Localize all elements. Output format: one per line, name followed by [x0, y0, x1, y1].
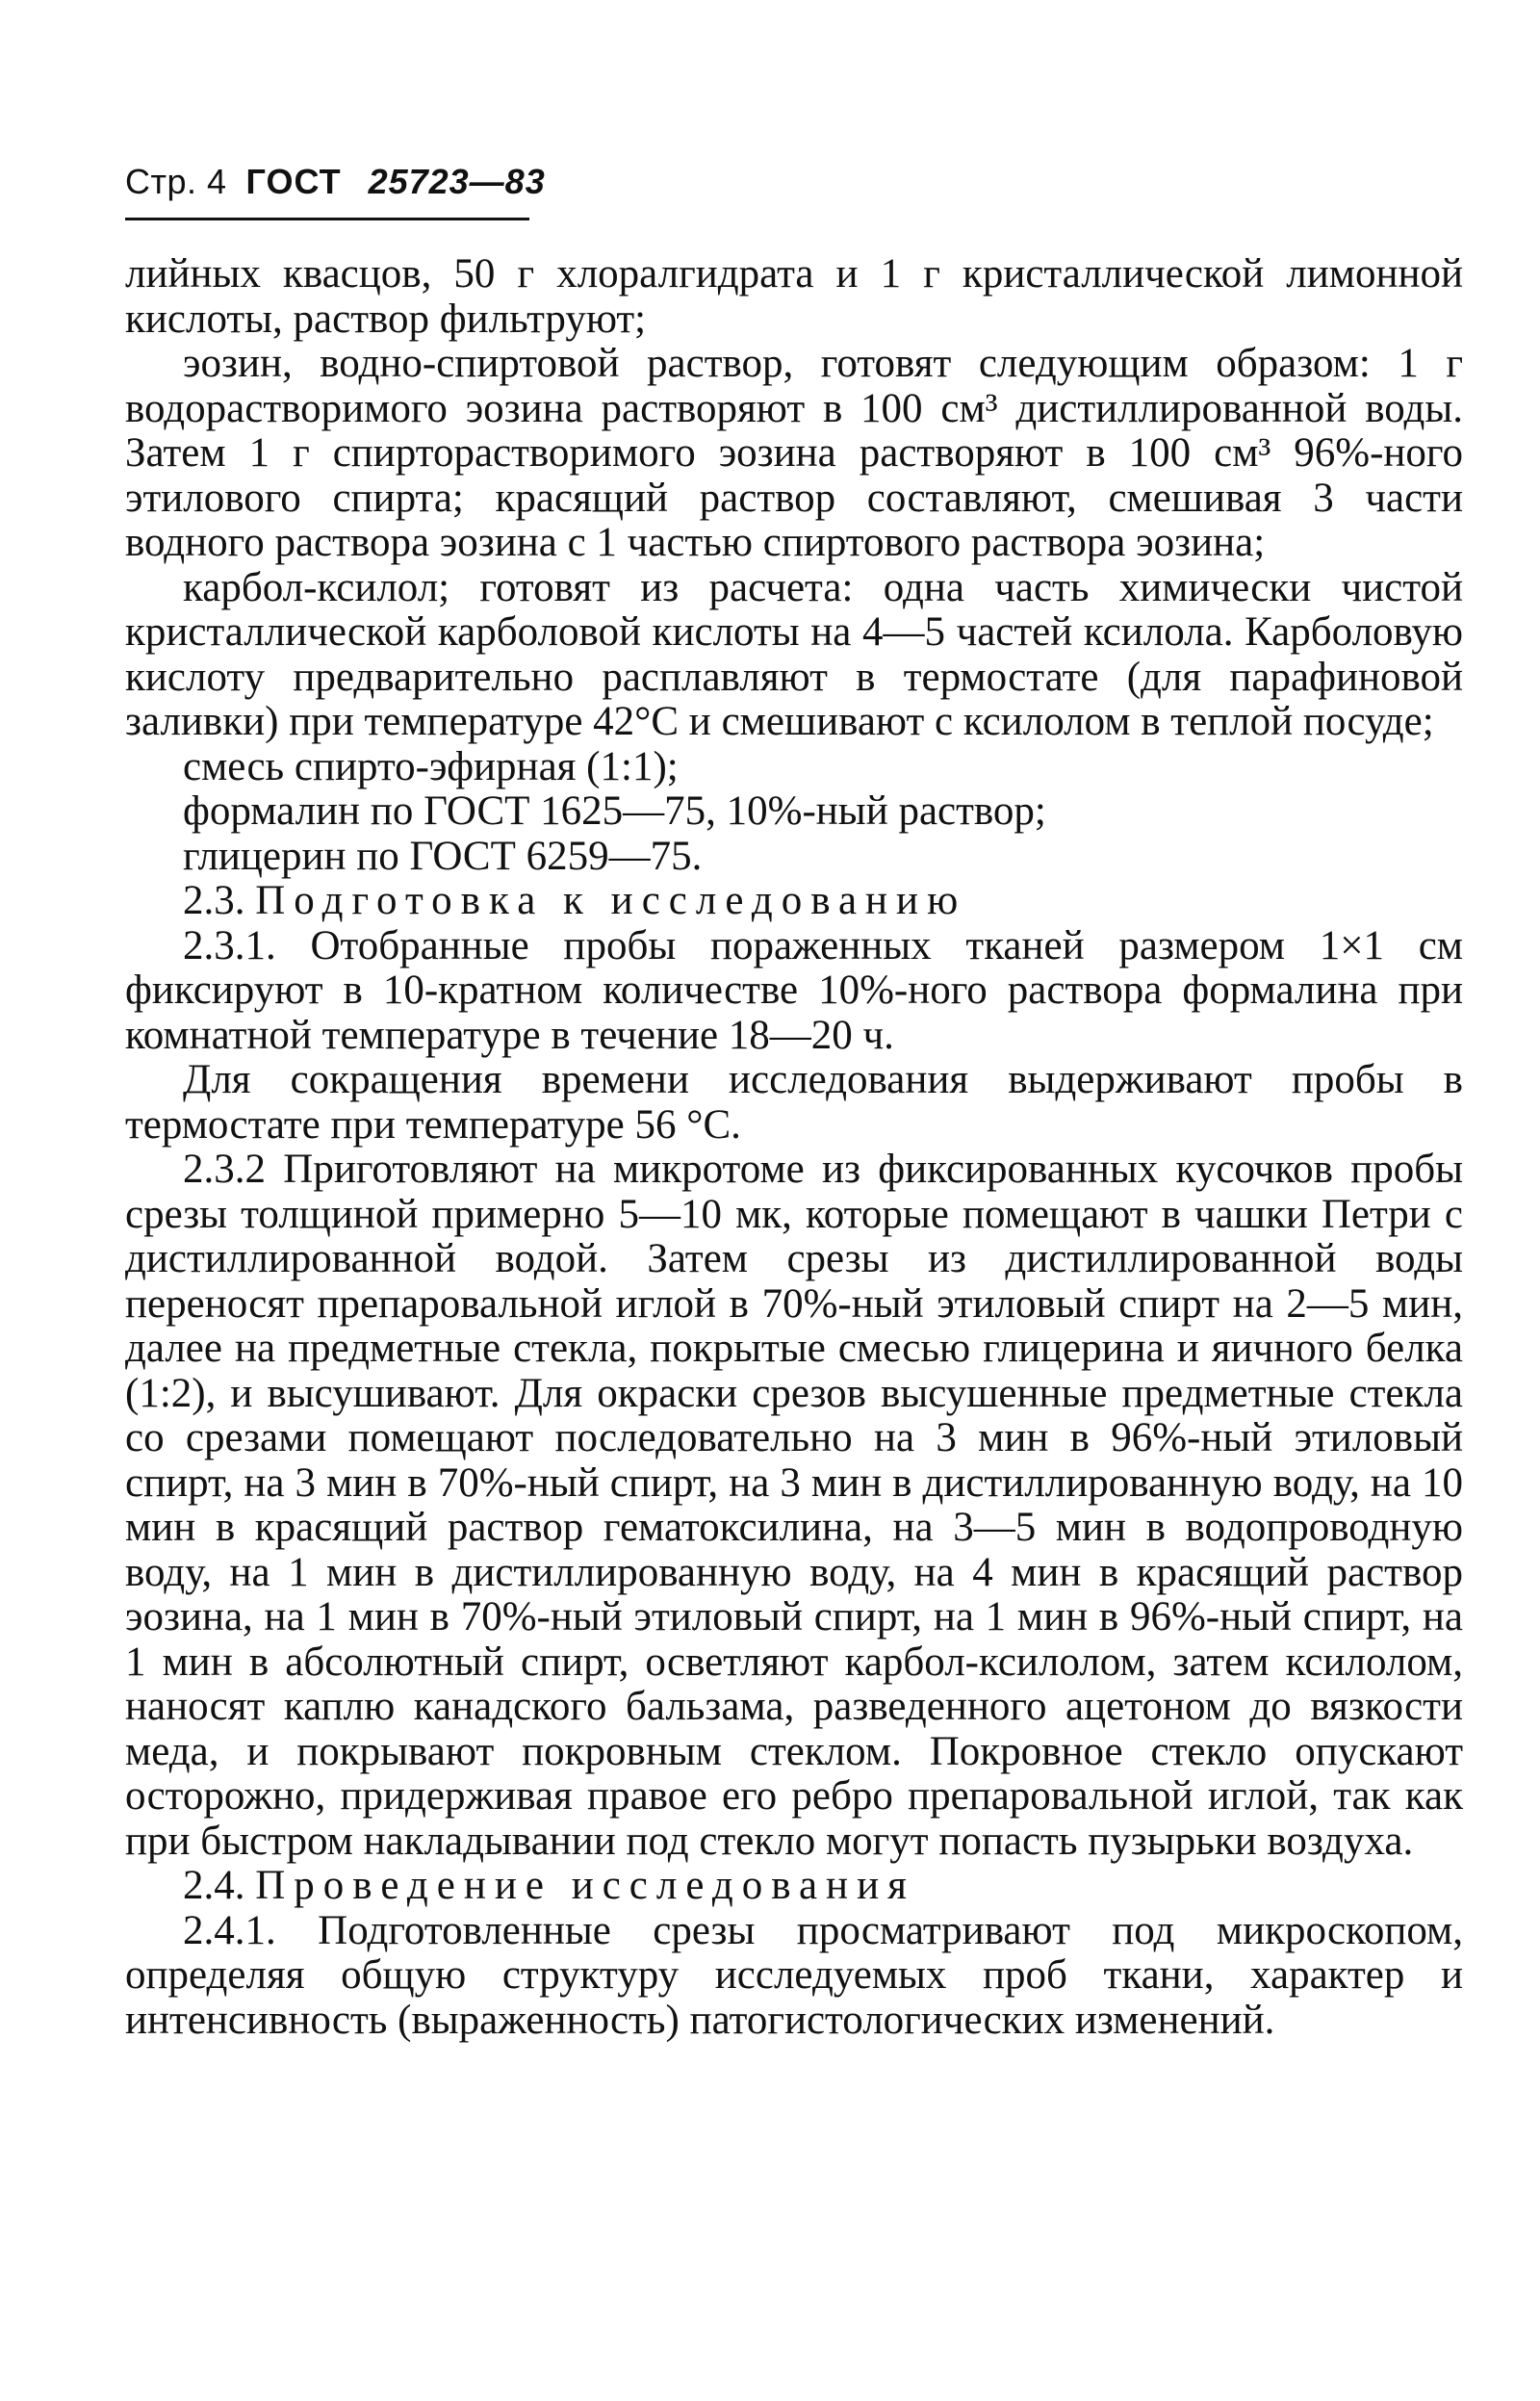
document-body [125, 252, 1463, 2043]
paragraph-alum-continuation: лийных квасцов, 50 г хлоралгидрата и 1 г кристаллической лимонной кислоты, раствор фильтруют; [125, 251, 1463, 342]
page-number: Стр. 4 [125, 162, 227, 201]
page-header [125, 162, 568, 208]
paragraph-2-3-1: 2.3.1. Отобранные пробы пораженных тканей размером 1×1 см фиксируют в 10-кратном количестве 10%-ного раствора формалина при комнатной температуре в течение 18—20 ч. [125, 922, 1463, 1058]
standard-number: 25723—83 [368, 162, 546, 201]
paragraph-2-3-2: 2.3.2 Приготовляют на микротоме из фиксированных кусочков пробы срезы толщиной примерно 5—10 мк, которые помещают в чашки Петри с дистиллированной водой. Затем срезы из дистиллированной воды переносят препаровальной иглой в 70%-ный этиловый спирт на 2—5 мин, далее на предметные стекла, покрытые смесью глицерина и яичного белка (1:2), и высушивают. Для окраски срезов высушенные предметные стекла со срезами помещают последовательно на 3 мин в 96%-ный этиловый спирт, на 3 мин в 70%-ный спирт, на 3 мин в дистиллированную воду, на 10 мин в красящий раствор гематоксилина, на 3—5 мин в водопроводную воду, на 1 мин в дистиллированную воду, на 4 мин в красящий раствор эозина, на 1 мин в 70%-ный этиловый спирт, на 1 мин в 96%-ный спирт, на 1 мин в абсолютный спирт, осветляют карбол-ксилолом, затем ксилолом, наносят каплю канадского бальзама, разведенного ацетоном до вязкости меда, и покрывают покровным стеклом. Покровное стекло опускают осторожно, придерживая правое его ребро препаровальной иглой, так как при быстром накладывании под стекло могут попасть пузырьки воздуха. [125, 1147, 1463, 1864]
header-rule [125, 218, 529, 220]
section-heading-2-4 [125, 1864, 1463, 1909]
section-number: 2.3. [183, 878, 245, 923]
section-number: 2.4. [183, 1863, 245, 1908]
paragraph-glycerin: глицерин по ГОСТ 6259—75. [183, 833, 703, 879]
paragraph-2-4-1: 2.4.1. Подготовленные срезы просматривают под микроскопом, определяя общую структуру исследуемых проб ткани, характер и интенсивность (выраженность) патогистологических изменений. [125, 1907, 1463, 2043]
paragraph-eosin: эозин, водно-спиртовой раствор, готовят следующим образом: 1 г водорастворимого эозина растворяют в 100 см³ дистиллированной воды. Затем 1 г спирторастворимого эозина растворяют в 100 см³ 96%-ного этилового спирта; красящий раствор составляют, смешивая 3 части водного раствора эозина с 1 частью спиртового раствора эозина; [125, 341, 1463, 565]
paragraph-formalin: формалин по ГОСТ 1625—75, 10%-ный раствор; [183, 788, 1046, 834]
section-heading-2-3 [125, 879, 1463, 924]
section-title: Подготовка к исследованию [255, 878, 967, 923]
paragraph-thermostat: Для сокращения времени исследования выдерживают пробы в термостате при температуре 56 °С. [125, 1057, 1463, 1148]
paragraph-carbol-xylol: карбол-ксилол; готовят из расчета: одна часть химически чистой кристаллической карболовой кислоты на 4—5 частей ксилола. Карболовую кислоту предварительно расплавляют в термостате (для парафиновой заливки) при температуре 42°С и смешивают с ксилолом в теплой посуде; [125, 564, 1463, 744]
paragraph-alcohol-ether: смесь спирто-эфирная (1:1); [183, 743, 679, 789]
standard-label: ГОСТ [245, 162, 342, 201]
section-title: Проведение исследования [255, 1863, 915, 1908]
